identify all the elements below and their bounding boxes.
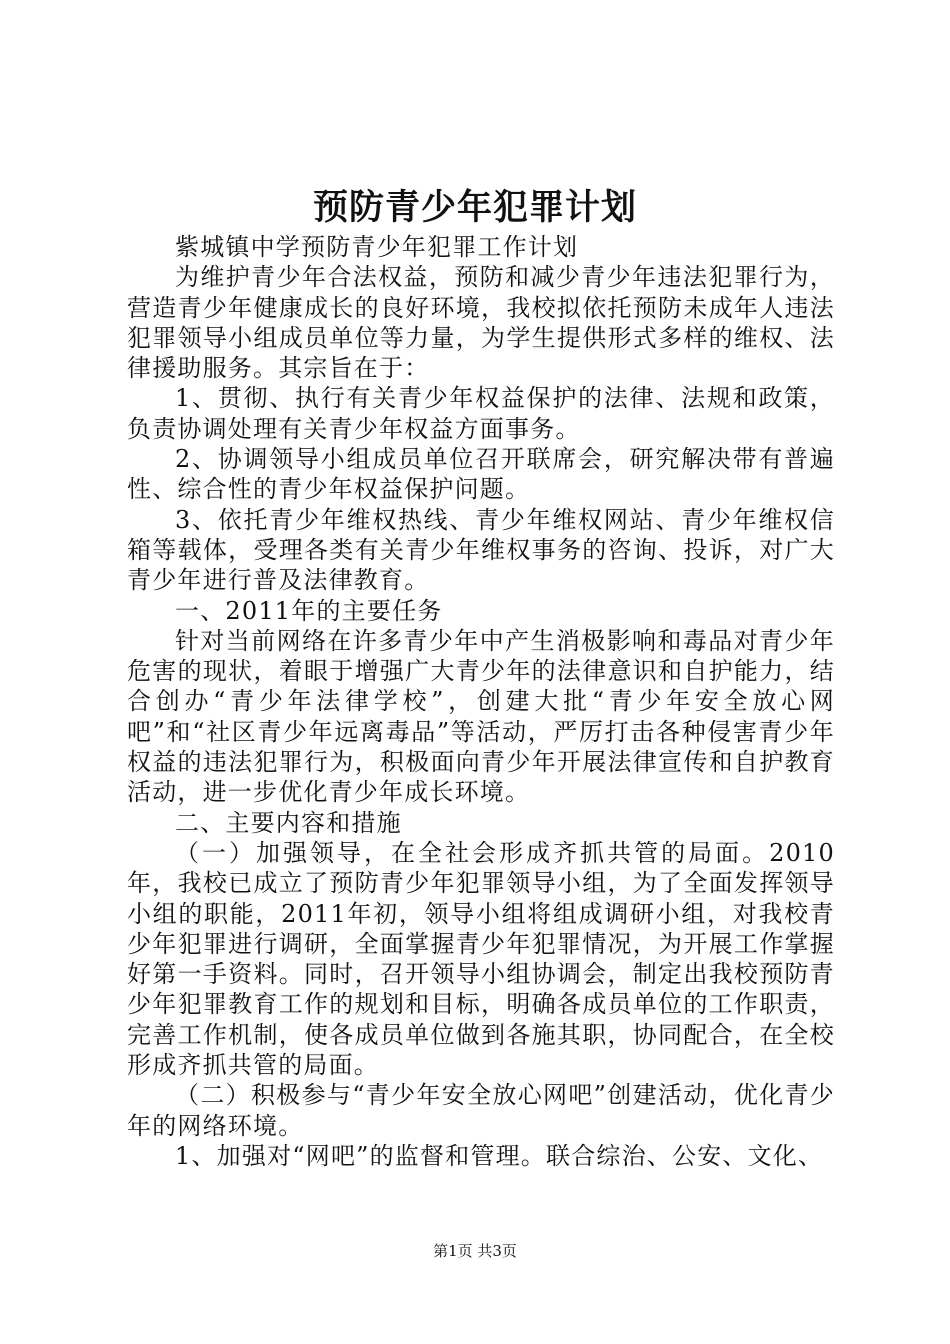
paragraph-measure-2-1: 1、加强对“网吧”的监督和管理。联合综治、公安、文化、: [175, 1141, 824, 1170]
paragraph-subtitle: 紫城镇中学预防青少年犯罪工作计划: [175, 233, 579, 261]
paragraph-item-3: 3、依托青少年维权热线、青少年维权网站、青少年维权信箱等载体，受理各类有关青少年维权事务的咨询、投诉，对广大青少年进行普及法律教育。: [127, 505, 835, 595]
document-body: [127, 232, 835, 1171]
paragraph-item-2: 2、协调领导小组成员单位召开联席会，研究解决带有普遍性、综合性的青少年权益保护问题。: [127, 445, 835, 504]
paragraph-measure-2: （二）积极参与“青少年安全放心网吧”创建活动，优化青少年的网络环境。: [127, 1081, 835, 1140]
paragraph-intro: 为维护青少年合法权益，预防和减少青少年违法犯罪行为，营造青少年健康成长的良好环境，我校拟依托预防未成年人违法犯罪领导小组成员单位等力量，为学生提供形式多样的维权、法律援助服务。其宗旨在于：: [127, 263, 835, 383]
page-footer: 第1页 共3页: [433, 1242, 517, 1260]
section-heading-2: 二、主要内容和措施: [175, 808, 402, 837]
paragraph-tasks: 针对当前网络在许多青少年中产生消极影响和毒品对青少年危害的现状，着眼于增强广大青少年的法律意识和自护能力，结合创办“青少年法律学校”，创建大批“青少年安全放心网吧”和“社区青少年远离毒品”等活动，严厉打击各种侵害青少年权益的违法犯罪行为，积极面向青少年开展法律宣传和自护教育活动，进一步优化青少年成长环境。: [127, 626, 835, 807]
section-heading-1: 一、2011年的主要任务: [175, 596, 443, 625]
paragraph-item-1: 1、贯彻、执行有关青少年权益保护的法律、法规和政策，负责协调处理有关青少年权益方面事务。: [127, 384, 835, 443]
paragraph-measure-1: （一）加强领导，在全社会形成齐抓共管的局面。2010年，我校已成立了预防青少年犯罪领导小组，为了全面发挥领导小组的职能，2011年初，领导小组将组成调研小组，对我校青少年犯罪进行调研，全面掌握青少年犯罪情况，为开展工作掌握好第一手资料。同时，召开领导小组协调会，制定出我校预防青少年犯罪教育工作的规划和目标，明确各成员单位的工作职责，完善工作机制，使各成员单位做到各施其职，协同配合，在全校形成齐抓共管的局面。: [127, 838, 835, 1080]
document-title: 预防青少年犯罪计划: [312, 187, 637, 228]
